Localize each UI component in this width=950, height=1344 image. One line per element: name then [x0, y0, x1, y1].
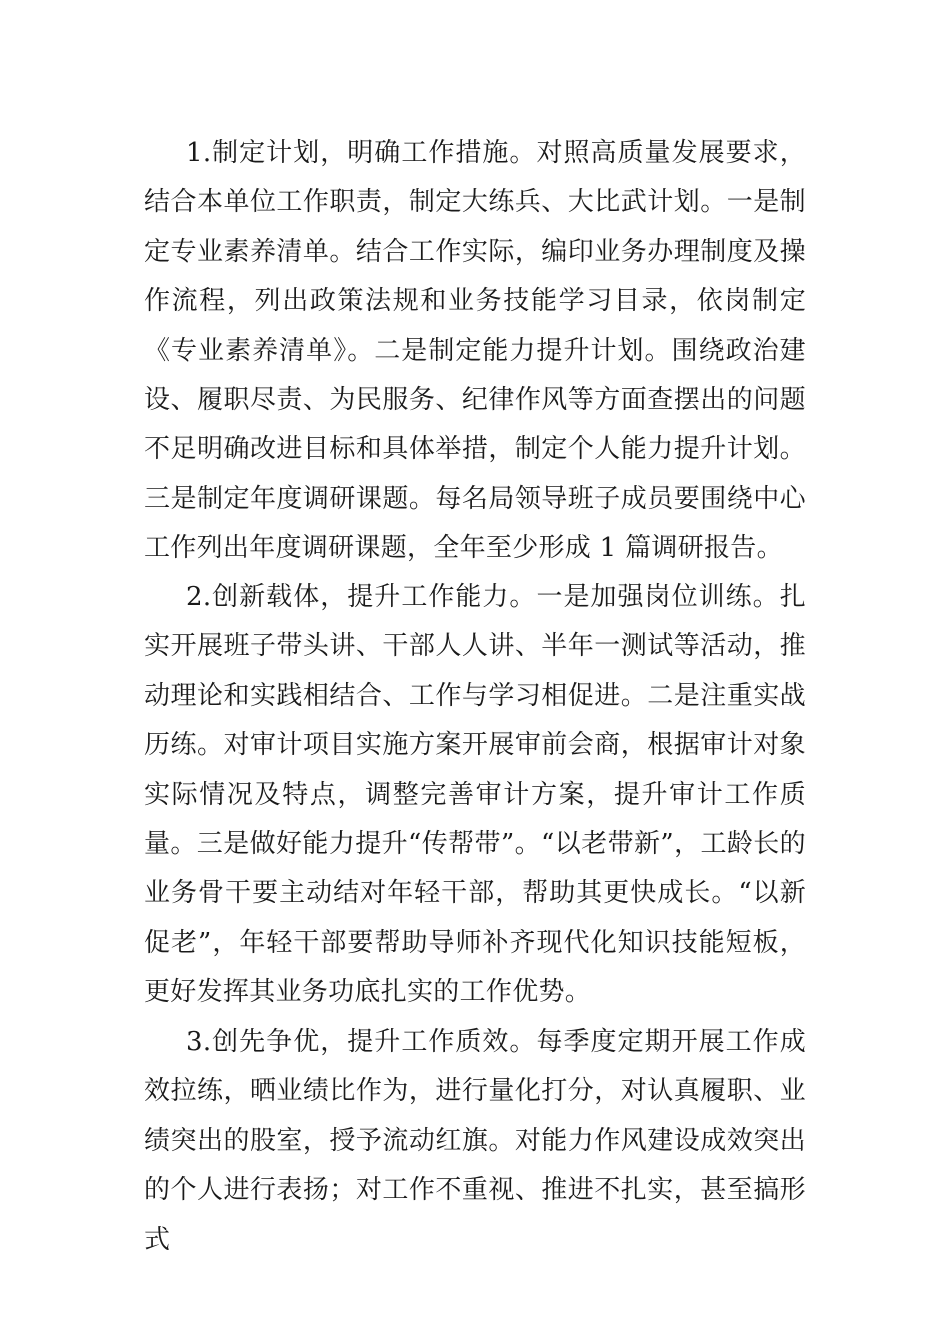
paragraph-3-text: 3.创先争优，提升工作质效。每季度定期开展工作成效拉练，晒业绩比作为，进行量化打分，对认真履职、业绩突出的股室，授予流动红旗。对能力作风建设成效突出的个人进行表扬；对工作不重视、推进不扎实，甚至搞形式	[144, 1027, 806, 1255]
paragraph-innovation	[144, 573, 806, 1018]
paragraph-1-text: 1.制定计划，明确工作措施。对照高质量发展要求，结合本单位工作职责，制定大练兵、大比武计划。一是制定专业素养清单。结合工作实际，编印业务办理制度及操作流程，列出政策法规和业务技能学习目录，依岗制定《专业素养清单》。二是制定能力提升计划。围绕政治建设、履职尽责、为民服务、纪律作风等方面查摆出的问题不足明确改进目标和具体举措，制定个人能力提升计划。三是制定年度调研课题。每名局领导班子成员要围绕中心工作列出年度调研课题，全年至少形成 1 篇调研报告。	[144, 138, 806, 564]
paragraph-excellence	[144, 1018, 806, 1265]
paragraph-plan	[144, 129, 806, 574]
paragraph-2-text: 2.创新载体，提升工作能力。一是加强岗位训练。扎实开展班子带头讲、干部人人讲、半年一测试等活动，推动理论和实践相结合、工作与学习相促进。二是注重实战历练。对审计项目实施方案开展审前会商，根据审计对象实际情况及特点，调整完善审计方案，提升审计工作质量。三是做好能力提升“传帮带”。“以老带新”，工龄长的业务骨干要主动结对年轻干部，帮助其更快成长。“以新促老”，年轻干部要帮助导师补齐现代化知识技能短板，更好发挥其业务功底扎实的工作优势。	[144, 582, 806, 1008]
